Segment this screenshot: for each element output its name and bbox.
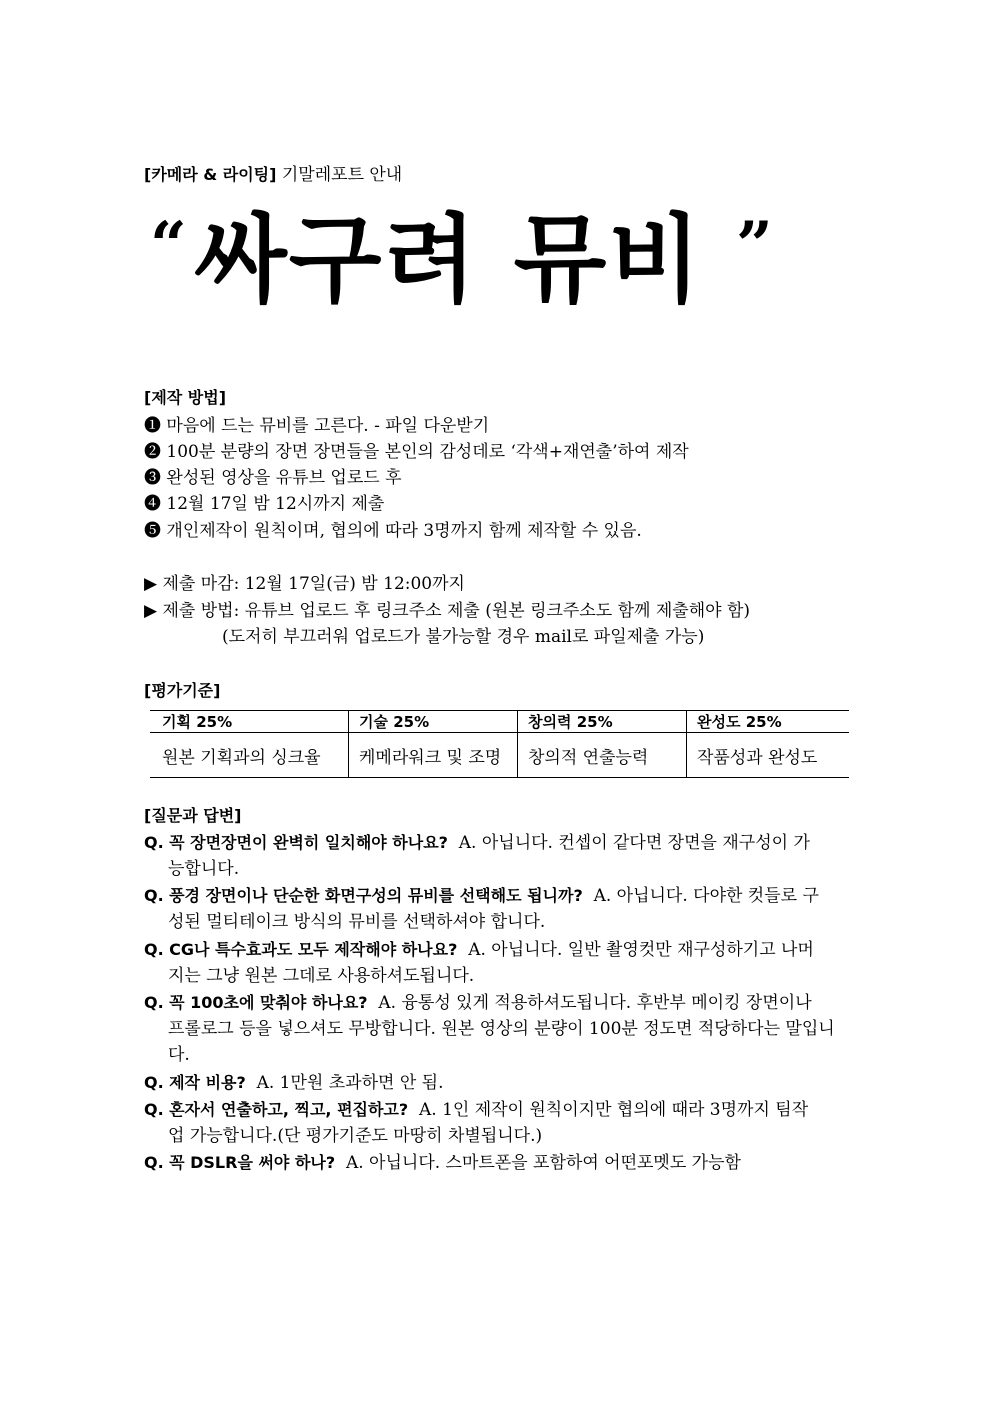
method-step-2: ❷ 100분 분량의 장면 장면들을 본인의 감성데로 ‘각색+재연출’하여 제작	[144, 442, 689, 462]
qa-answer-cont: 프롤로그 등을 넣으셔도 무방합니다. 원본 영상의 분량이 100분 정도면 적당하다는 말입니	[168, 1019, 835, 1039]
qa-item	[144, 990, 856, 1068]
qa-item	[144, 1097, 856, 1149]
qa-prefix: Q.	[144, 886, 164, 905]
evaluation-table	[150, 710, 849, 778]
submission-note: (도저히 부끄러워 업로드가 불가능할 경우 mail로 파일제출 가능)	[222, 627, 705, 647]
title-text: 싸구려 뮤비	[194, 204, 704, 316]
qa-answer: A. 아닙니다. 컨셉이 같다면 장면을 재구성이 가	[458, 833, 810, 853]
qa-heading: [질문과 답변]	[144, 806, 242, 825]
qa-answer-cont: 능합니다.	[168, 859, 240, 879]
qa-item	[144, 937, 856, 989]
submission-method: ▶ 제출 방법: 유튜브 업로드 후 링크주소 제출 (원본 링크주소도 함께 제출해야 함)	[144, 601, 750, 621]
eval-cell-technique: 케메라워크 및 조명	[349, 733, 518, 778]
qa-answer-cont: 다.	[168, 1045, 190, 1065]
method-step-1: ❶ 마음에 드는 뮤비를 고른다. - 파일 다운받기	[144, 416, 490, 436]
qa-item	[144, 883, 856, 935]
qa-question: CG나 특수효과도 모두 제작해야 하나요?	[169, 940, 458, 959]
header-line	[144, 160, 402, 185]
qa-item	[144, 830, 856, 882]
method-step-4: ❹ 12월 17일 밤 12시까지 제출	[144, 494, 385, 514]
qa-question: 꼭 100초에 맞춰야 하나요?	[169, 993, 368, 1012]
qa-prefix: Q.	[144, 1153, 164, 1172]
eval-header-planning: 기획 25%	[150, 711, 349, 733]
title-close-quote: ”	[736, 208, 773, 283]
submission-deadline: ▶ 제출 마감: 12월 17일(금) 밤 12:00까지	[144, 574, 465, 594]
qa-question: 제작 비용?	[169, 1073, 246, 1092]
qa-prefix: Q.	[144, 1100, 164, 1119]
qa-question: 꼭 DSLR을 써야 하나?	[169, 1153, 336, 1172]
qa-answer-cont: 지는 그냥 원본 그데로 사용하셔도됩니다.	[168, 966, 475, 986]
qa-prefix: Q.	[144, 1073, 164, 1092]
qa-answer-cont: 성된 멀티테이크 방식의 뮤비를 선택하셔야 합니다.	[168, 912, 546, 932]
method-step-3: ❸ 완성된 영상을 유튜브 업로드 후	[144, 468, 402, 488]
header-tag: [카메라 & 라이팅]	[144, 165, 277, 184]
eval-cell-creativity: 창의적 연출능력	[518, 733, 687, 778]
evaluation-row	[150, 733, 849, 778]
qa-answer: A. 융통성 있게 적용하셔도됩니다. 후반부 메이킹 장면이나	[378, 993, 812, 1013]
title-open-quote: “	[150, 208, 187, 283]
qa-answer: A. 1만원 초과하면 안 됨.	[256, 1073, 444, 1093]
eval-header-creativity: 창의력 25%	[518, 711, 687, 733]
qa-answer: A. 아닙니다. 스마트폰을 포함하여 어떤포멧도 가능함	[345, 1153, 741, 1173]
qa-question: 풍경 장면이나 단순한 화면구성의 뮤비를 선택해도 됩니까?	[169, 886, 583, 905]
method-step-5: ❺ 개인제작이 원칙이며, 협의에 따라 3명까지 함께 제작할 수 있음.	[144, 521, 642, 541]
qa-answer: A. 1인 제작이 원칙이지만 협의에 때라 3명까지 팀작	[418, 1100, 809, 1120]
qa-question: 혼자서 연출하고, 찍고, 편집하고?	[169, 1100, 409, 1119]
eval-cell-completion: 작품성과 완성도	[687, 733, 850, 778]
header-text: 기말레포트 안내	[281, 165, 403, 185]
qa-answer: A. 아닙니다. 다야한 컷들로 구	[593, 886, 819, 906]
qa-prefix: Q.	[144, 940, 164, 959]
eval-header-technique: 기술 25%	[349, 711, 518, 733]
evaluation-heading: [평가기준]	[144, 681, 221, 700]
qa-prefix: Q.	[144, 833, 164, 852]
qa-item	[144, 1070, 856, 1096]
qa-item	[144, 1150, 856, 1176]
qa-prefix: Q.	[144, 993, 164, 1012]
eval-header-completion: 완성도 25%	[687, 711, 850, 733]
evaluation-header-row	[150, 711, 849, 733]
qa-answer-cont: 업 가능합니다.(단 평가기준도 마땅히 차별됩니다.)	[168, 1126, 543, 1146]
qa-answer: A. 아닙니다. 일반 촬영컷만 재구성하기고 나머	[468, 940, 814, 960]
eval-cell-planning: 원본 기획과의 싱크율	[150, 733, 349, 778]
method-heading: [제작 방법]	[144, 388, 227, 407]
qa-question: 꼭 장면장면이 완벽히 일치해야 하나요?	[169, 833, 448, 852]
page-title	[150, 200, 790, 330]
